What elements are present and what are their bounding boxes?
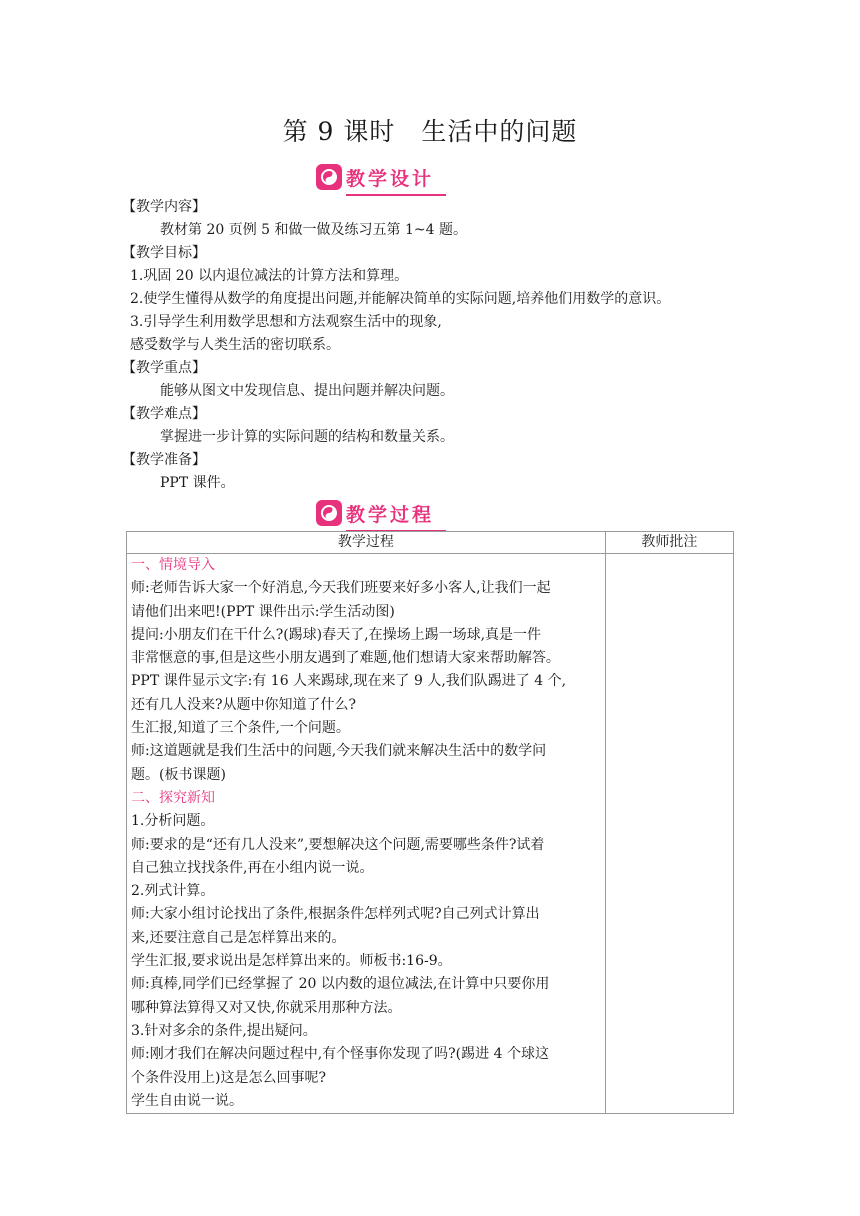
process-line: 师:真棒,同学们已经掌握了 20 以内数的退位减法,在计算中只要你用	[131, 976, 550, 993]
goals-heading: 【教学目标】	[122, 245, 206, 261]
teacher-notes-cell	[605, 554, 733, 1114]
page-title: 第 9 课时 生活中的问题	[282, 117, 578, 146]
section-heading: 一、情境导入	[131, 557, 215, 573]
process-line: 学生汇报,要求说出是怎样算出来的。师板书:16-9。	[131, 953, 452, 970]
goal-item: 3.引导学生利用数学思想和方法观察生活中的现象,	[130, 314, 442, 330]
process-content-cell	[127, 554, 606, 1114]
process-line: 来,还要注意自己是怎样算出来的。	[131, 929, 346, 946]
preparation-heading: 【教学准备】	[122, 452, 206, 468]
teaching-process-badge	[316, 498, 440, 528]
process-line: 师:这道题就是我们生活中的问题,今天我们就来解决生活中的数学问	[131, 743, 547, 760]
swirl-logo-icon	[316, 500, 342, 526]
process-line: 提问:小朋友们在干什么?(踢球)春天了,在操场上踢一场球,真是一件	[131, 626, 542, 643]
process-line: 师:刚才我们在解决问题过程中,有个怪事你发现了吗?(踢进 4 个球这	[131, 1046, 549, 1063]
difficult-points-text: 掌握进一步计算的实际问题的结构和数量关系。	[160, 429, 454, 445]
process-line: 生汇报,知道了三个条件,一个问题。	[131, 720, 350, 737]
process-line: 哪种算法算得又对又快,你就采用那种方法。	[131, 999, 402, 1016]
difficult-points-heading: 【教学难点】	[122, 406, 206, 422]
process-line: 自己独立找找条件,再在小组内说一说。	[131, 859, 374, 876]
teaching-design-section	[122, 196, 750, 495]
process-line: 还有几人没来?从题中你知道了什么?	[131, 696, 357, 713]
header-teaching-process: 教学过程	[127, 532, 606, 554]
process-line: 师:大家小组讨论找出了条件,根据条件怎样列式呢?自己列式计算出	[131, 906, 540, 923]
goal-item: 感受数学与人类生活的密切联系。	[130, 337, 340, 353]
process-line: 个条件没用上)这是怎么回事呢?	[131, 1069, 326, 1086]
process-line: 学生自由说一说。	[131, 1092, 243, 1109]
teaching-design-label: 教学设计	[346, 167, 435, 190]
header-teacher-notes: 教师批注	[605, 532, 733, 554]
table-row	[127, 554, 734, 1114]
goal-item: 2.使学生懂得从数学的角度提出问题,并能解决简单的实际问题,培养他们用数学的意识。	[130, 291, 671, 307]
preparation-text: PPT 课件。	[160, 475, 235, 491]
teaching-design-badge	[316, 162, 440, 192]
process-line: 非常惬意的事,但是这些小朋友遇到了难题,他们想请大家来帮助解答。	[131, 650, 560, 667]
process-line: PPT 课件显示文字:有 16 人来踢球,现在来了 9 人,我们队踢进了 4 个,	[131, 673, 567, 690]
section-heading: 二、探究新知	[131, 789, 215, 806]
process-line: 3.针对多余的条件,提出疑问。	[131, 1022, 317, 1039]
process-line: 题。(板书课题)	[131, 766, 226, 783]
process-line: 2.列式计算。	[131, 883, 215, 900]
content-heading: 【教学内容】	[122, 199, 206, 215]
key-points-text: 能够从图文中发现信息、提出问题并解决问题。	[160, 383, 454, 399]
process-line: 1.分析问题。	[131, 813, 215, 830]
teaching-process-table	[126, 531, 734, 1114]
table-header-row	[127, 532, 734, 554]
swirl-logo-icon	[316, 164, 342, 190]
process-line: 师:老师告诉大家一个好消息,今天我们班要来好多小客人,让我们一起	[131, 580, 551, 597]
content-text: 教材第 20 页例 5 和做一做及练习五第 1~4 题。	[160, 222, 467, 238]
goal-item: 1.巩固 20 以内退位减法的计算方法和算理。	[130, 268, 409, 284]
key-points-heading: 【教学重点】	[122, 360, 206, 376]
process-line: 师:要求的是“还有几人没来”,要想解决这个问题,需要哪些条件?试着	[131, 836, 545, 853]
process-line: 请他们出来吧!(PPT 课件出示:学生活动图)	[131, 603, 395, 620]
teaching-process-label: 教学过程	[346, 503, 435, 526]
